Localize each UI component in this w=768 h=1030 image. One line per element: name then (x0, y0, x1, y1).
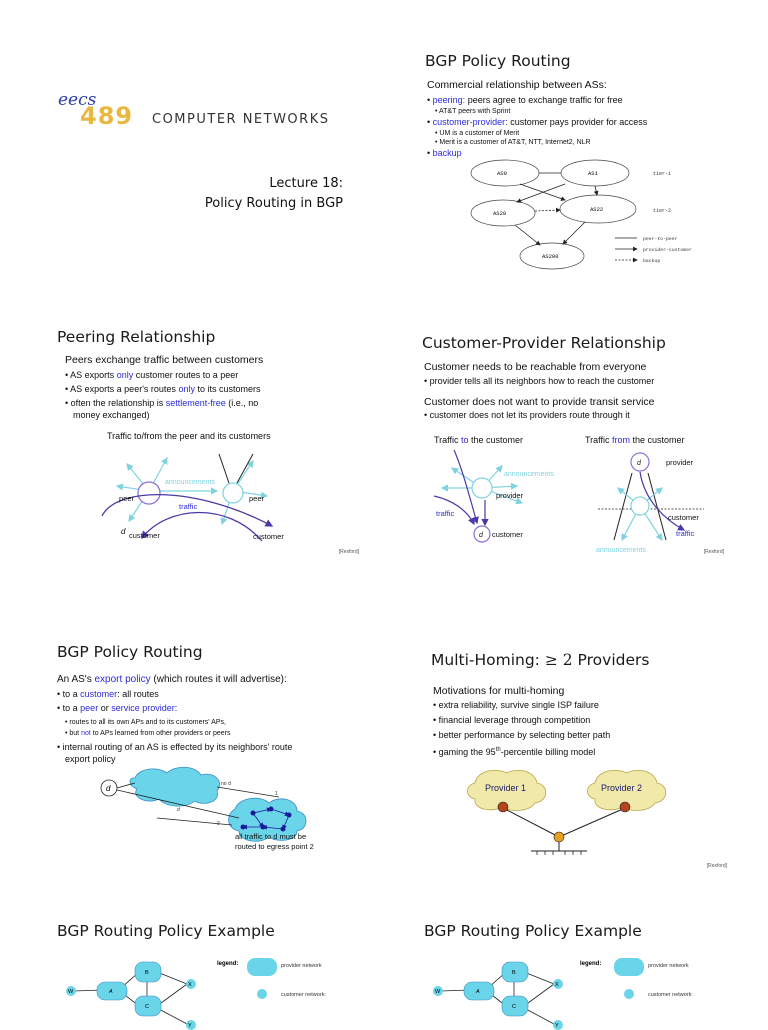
legend-customer-text: customer network: (648, 992, 693, 998)
provider-1-label: Provider 1 (485, 783, 527, 793)
policy-example-diagram (57, 950, 367, 1030)
customer-left-label: customer (492, 530, 523, 539)
logo-number: 489 (80, 102, 134, 130)
bullet-internal-routing-cont: export policy (65, 754, 116, 764)
bullet-3: • better performance by selecting better path (433, 730, 611, 740)
bullet-internal-routing: • internal routing of an AS is effected by its neighbors' route (57, 742, 293, 752)
traffic-left-label: traffic (436, 509, 455, 518)
sub-bullet-um: • UM is a customer of Merit (435, 130, 520, 137)
slide-peering-relationship (57, 328, 367, 558)
egress-1-label: 1 (275, 791, 278, 797)
d-path-label: d (177, 807, 180, 813)
svg-text:B: B (145, 970, 149, 976)
peering-diagram (57, 446, 367, 556)
provider-left-node (472, 478, 492, 498)
bullet-1: • provider tells all its neighbors how to reach the customer (424, 376, 655, 386)
customer-right-label: customer (668, 513, 699, 522)
label-as0: AS0 (497, 170, 507, 177)
course-logo (58, 90, 138, 130)
slide-bgp-routing-policy-example-2 (424, 922, 734, 1029)
svg-text:A: A (476, 989, 480, 995)
peer-left-label: peer (119, 494, 135, 503)
svg-text:X: X (188, 982, 192, 988)
diagram-caption: Traffic to/from the peer and its customers (107, 431, 271, 441)
geq-symbol: ≥ 2 (544, 651, 573, 669)
slide-customer-provider (422, 334, 728, 560)
svg-text:C: C (512, 1004, 516, 1010)
customer-provider-diagram (422, 448, 728, 558)
tier-2-label: tier-2 (653, 208, 672, 214)
label-as200: AS200 (542, 253, 559, 260)
bullet-3-cont: money exchanged) (73, 410, 150, 420)
slide-heading: Commercial relationship between ASs: (427, 79, 607, 91)
slide-title (40, 40, 400, 290)
customer-right-node (631, 497, 649, 515)
bullet-2: • financial leverage through competition (433, 715, 591, 725)
caption-right: Traffic from the customer (585, 435, 685, 445)
sub-bullet-peering: • AT&T peers with Sprint (435, 108, 511, 115)
credit: [Rexford] (703, 549, 724, 555)
d-node-label: d (106, 784, 111, 793)
slide-heading: Motivations for multi-homing (433, 685, 565, 697)
bullet-2: • AS exports a peer's routes only to its customers (65, 384, 261, 394)
router-customer (554, 832, 564, 842)
provider-left-label: provider (496, 491, 524, 500)
peer-right-label: peer (249, 494, 265, 503)
bullet-customer: • to a customer: all routes (57, 689, 159, 699)
lecture-number: Lecture 18: (269, 176, 343, 191)
traffic-right-label: traffic (676, 529, 695, 538)
term-peering: peering: (432, 95, 466, 105)
credit: [Rexford] (338, 549, 359, 555)
note-line-2: routed to egress point 2 (235, 842, 314, 851)
sub-bullet-2: • but not to APs learned from other providers or peers (65, 730, 231, 737)
as-hierarchy-diagram (425, 152, 755, 282)
slide-title-text: Customer-Provider Relationship (422, 334, 666, 352)
svg-text:C: C (145, 1004, 149, 1010)
legend-provider-text: provider network (281, 963, 322, 969)
slide-title-text: BGP Policy Routing (425, 52, 571, 70)
customer-right-label: customer (253, 532, 284, 541)
multihoming-diagram (431, 759, 731, 869)
bullet-peer: • to a peer or service provider: (57, 703, 178, 713)
legend-customer-swatch (624, 989, 634, 999)
credit: [Rexford] (706, 863, 727, 869)
svg-text:X: X (555, 982, 559, 988)
d-label: d (121, 527, 126, 536)
d-left-label: d (479, 532, 483, 539)
svg-text:B: B (512, 970, 516, 976)
export-policy-diagram (57, 763, 367, 858)
lecture-topic: Policy Routing in BGP (204, 196, 343, 211)
bullet-backup: • backup (427, 148, 462, 158)
heading-1: Customer needs to be reachable from everyone (424, 361, 647, 373)
line-export-policy: An AS's export policy (which routes it will advertise): (57, 674, 287, 685)
legend-label: legend: (217, 961, 239, 967)
router-provider-2 (620, 802, 630, 812)
bullet-peering: • peering: peers agree to exchange traffic for free (427, 95, 623, 105)
heading-2: Customer does not want to provide transit service (424, 396, 655, 408)
sub-bullet-merit: • Merit is a customer of AT&T, NTT, Internet2, NLR (435, 139, 591, 146)
legend-customer-swatch (257, 989, 267, 999)
provider-right-label: provider (666, 458, 694, 467)
slide-title-text: Peering Relationship (57, 328, 216, 346)
svg-text:W: W (68, 989, 74, 995)
bullet-2: • customer does not let its providers route through it (424, 410, 630, 420)
svg-text:Y: Y (188, 1023, 192, 1029)
egress-2-label: 2 (217, 821, 220, 827)
slide-multi-homing (431, 651, 731, 871)
svg-text:Y: Y (555, 1023, 559, 1029)
peer-left-node (138, 482, 160, 504)
legend-peer: peer-to-peer (643, 237, 678, 242)
term-customer-provider: customer-provider: (432, 117, 508, 127)
bullet-customer-provider: • customer-provider: customer pays provider for access (427, 117, 648, 127)
legend-provider-swatch (614, 958, 644, 976)
bullet-4: • gaming the 95th-percentile billing model (433, 747, 596, 757)
peer-right-node (223, 483, 243, 503)
label-as20: AS20 (493, 210, 507, 217)
slide-title-text: Multi-Homing: ≥ 2 Providers (431, 651, 650, 669)
bullet-3: • often the relationship is settlement-free (i.e., no (65, 398, 259, 408)
upper-cloud (130, 767, 220, 806)
announcements-label: announcements (165, 479, 215, 486)
svg-text:W: W (435, 989, 441, 995)
logo-prefix: eecs (58, 90, 97, 110)
slide-title-text: BGP Routing Policy Example (424, 922, 642, 940)
note-line-1: all traffic to d must be (235, 832, 307, 841)
label-as1: AS1 (588, 170, 598, 177)
term-backup: backup (432, 148, 462, 158)
course-name: COMPUTER NETWORKS (152, 112, 330, 127)
slide-bgp-policy-routing-2 (57, 643, 367, 863)
svg-text:A: A (109, 989, 113, 995)
legend-provider-text: provider network (648, 963, 689, 969)
tier-1-label: tier-1 (653, 171, 672, 177)
provider-2-label: Provider 2 (601, 783, 643, 793)
slide-bgp-policy-routing-1 (425, 52, 755, 292)
slide-title-text: BGP Policy Routing (57, 643, 203, 661)
policy-example-diagram (424, 950, 734, 1030)
legend-provider-swatch (247, 958, 277, 976)
no-d-label: no d (221, 781, 231, 787)
legend-backup: backup (643, 259, 661, 264)
slide-heading: Peers exchange traffic between customers (65, 354, 264, 366)
bullet-1: • extra reliability, survive single ISP failure (433, 700, 599, 710)
legend-customer-text: customer network: (281, 992, 326, 998)
announcements-right: announcements (596, 547, 646, 554)
sub-bullet-1: • routes to all its own APs and to its customers' APs, (65, 719, 226, 726)
customer-left-label: customer (129, 531, 160, 540)
router-provider-1 (498, 802, 508, 812)
announcements-left: announcements (504, 471, 554, 478)
slide-bgp-routing-policy-example-1 (57, 922, 367, 1029)
slide-title-text: BGP Routing Policy Example (57, 922, 275, 940)
legend-provider-customer: provider-customer (643, 248, 692, 253)
label-as22: AS22 (590, 206, 604, 213)
d-right-label: d (637, 460, 641, 467)
bullet-1: • AS exports only customer routes to a peer (65, 370, 239, 380)
legend-label: legend: (580, 961, 602, 967)
caption-left: Traffic to the customer (434, 435, 524, 445)
traffic-label: traffic (179, 502, 198, 511)
